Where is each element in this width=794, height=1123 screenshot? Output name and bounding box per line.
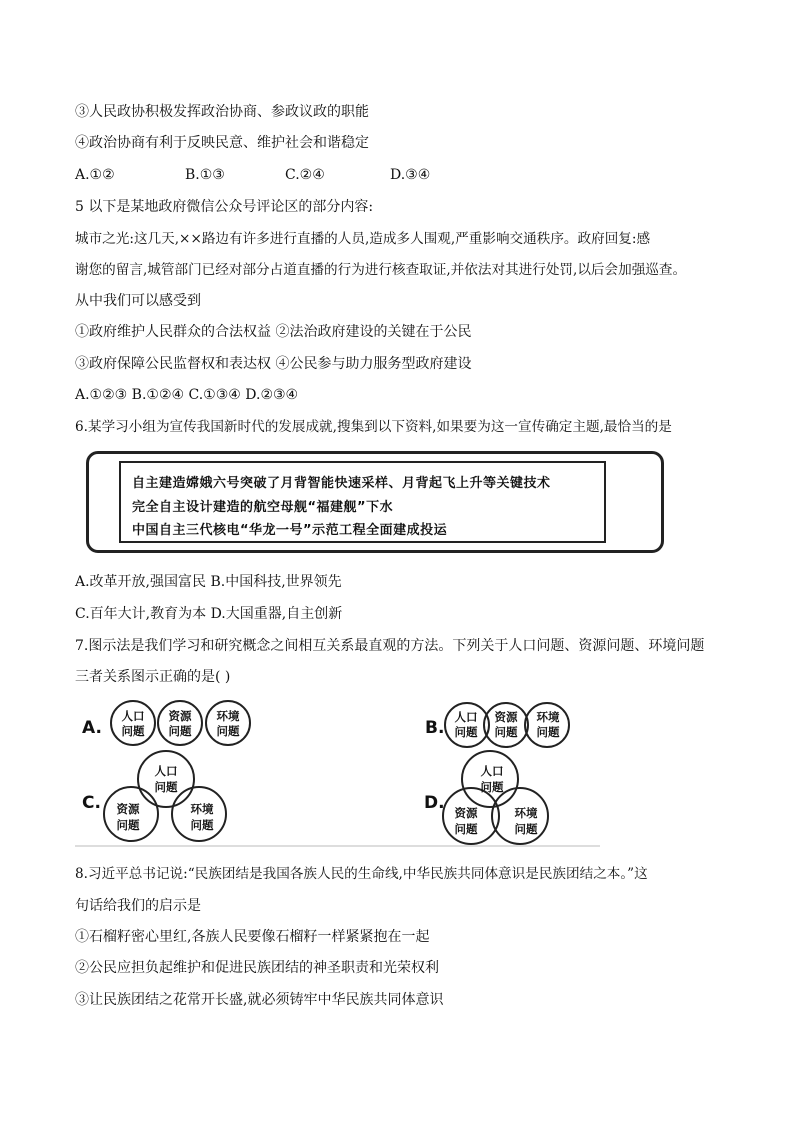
d-pop-text-2: 问题 bbox=[480, 780, 504, 794]
c-pop-text-2: 问题 bbox=[154, 780, 178, 794]
q7-stem-line-2: 三者关系图示正确的是( ) bbox=[75, 669, 231, 685]
statement-3: ③人民政协积极发挥政治协商、参政议政的职能 bbox=[75, 104, 369, 120]
q5-comment-line-3: 从中我们可以感受到 bbox=[75, 293, 201, 309]
a-population-circle bbox=[111, 701, 155, 745]
a-pop-text-2: 问题 bbox=[121, 724, 145, 738]
d-res-text-1: 资源 bbox=[454, 806, 478, 820]
option-b-label: B. bbox=[425, 718, 445, 738]
q8-statement-1: ①石榴籽密心里红,各族人民要像石榴籽一样紧紧抱在一起 bbox=[75, 929, 430, 945]
q7-venn-diagrams bbox=[70, 695, 610, 847]
a-resource-circle bbox=[158, 701, 202, 745]
q8-stem-line-2: 句话给我们的启示是 bbox=[75, 898, 201, 914]
b-res-text-2: 问题 bbox=[494, 725, 518, 739]
q5-stem: 5 以下是某地政府微信公众号评论区的部分内容: bbox=[75, 199, 374, 215]
a-environment-circle bbox=[206, 701, 250, 745]
statement-4: ④政治协商有利于反映民意、维护社会和谐稳定 bbox=[75, 135, 369, 151]
q6-stem: 6.某学习小组为宣传我国新时代的发展成就,搜集到以下资料,如果要为这一宣传确定主题,最恰当的是 bbox=[75, 419, 672, 435]
b-pop-text-2: 问题 bbox=[454, 725, 478, 739]
q4-option-b[interactable]: B.①③ bbox=[185, 167, 225, 183]
d-env-text-1: 环境 bbox=[514, 806, 538, 820]
d-env-text-2: 问题 bbox=[514, 822, 538, 836]
c-env-text-1: 环境 bbox=[190, 802, 214, 816]
q5-statements-3-4: ③政府保障公民监督权和表达权 ④公民参与助力服务型政府建设 bbox=[75, 356, 472, 372]
q5-statements-1-2: ①政府维护人民群众的合法权益 ②法治政府建设的关键在于公民 bbox=[75, 324, 472, 340]
a-res-text-1: 资源 bbox=[168, 709, 192, 723]
c-env-text-2: 问题 bbox=[190, 818, 214, 832]
c-res-text-1: 资源 bbox=[116, 802, 140, 816]
a-env-text-2: 问题 bbox=[216, 724, 240, 738]
q6-options-cd[interactable]: C.百年大计,教育为本 D.大国重器,自主创新 bbox=[75, 606, 343, 622]
d-pop-text-1: 人口 bbox=[480, 764, 504, 778]
b-env-text-2: 问题 bbox=[536, 725, 560, 739]
b-env-text-1: 环境 bbox=[536, 710, 560, 724]
option-d-label: D. bbox=[424, 793, 445, 813]
c-population-circle bbox=[138, 751, 194, 807]
q5-comment-line-1: 城市之光:这几天,××路边有许多进行直播的人员,造成多人围观,严重影响交通秩序。政府回复:感 bbox=[75, 231, 651, 247]
q6-material-line-3: 中国自主三代核电“华龙一号”示范工程全面建成投运 bbox=[132, 523, 448, 538]
q8-statement-3: ③让民族团结之花常开长盛,就必须铸牢中华民族共同体意识 bbox=[75, 992, 444, 1008]
c-res-text-2: 问题 bbox=[116, 818, 140, 832]
q7-stem-line-1: 7.图示法是我们学习和研究概念之间相互关系最直观的方法。下列关于人口问题、资源问题、环境问题 bbox=[75, 638, 705, 654]
q8-statement-2: ②公民应担负起维护和促进民族团结的神圣职责和光荣权利 bbox=[75, 960, 439, 976]
q4-option-a[interactable]: A.①② bbox=[75, 167, 115, 183]
b-res-text-1: 资源 bbox=[494, 710, 518, 724]
d-population-circle bbox=[462, 751, 518, 807]
option-c-label: C. bbox=[82, 793, 101, 813]
option-a-label: A. bbox=[82, 718, 102, 738]
q6-options-ab[interactable]: A.改革开放,强国富民 B.中国科技,世界领先 bbox=[75, 574, 342, 590]
c-pop-text-1: 人口 bbox=[154, 764, 178, 778]
q6-material-line-2: 完全自主设计建造的航空母舰“福建舰”下水 bbox=[132, 500, 394, 515]
q4-option-d[interactable]: D.③④ bbox=[390, 167, 431, 183]
q5-comment-line-2: 谢您的留言,城管部门已经对部分占道直播的行为进行核查取证,并依法对其进行处罚,以后会加强巡查。 bbox=[75, 262, 687, 278]
q4-option-c[interactable]: C.②④ bbox=[285, 167, 325, 183]
q5-options[interactable]: A.①②③ B.①②④ C.①③④ D.②③④ bbox=[75, 387, 299, 403]
a-res-text-2: 问题 bbox=[168, 724, 192, 738]
q8-stem-line-1: 8.习近平总书记说:“民族团结是我国各族人民的生命线,中华民族共同体意识是民族团结之本。”这 bbox=[75, 866, 648, 882]
q4-options bbox=[75, 165, 430, 185]
a-pop-text-1: 人口 bbox=[121, 709, 145, 723]
d-res-text-2: 问题 bbox=[454, 822, 478, 836]
q6-material-line-1: 自主建造嫦娥六号突破了月背智能快速采样、月背起飞上升等关键技术 bbox=[132, 476, 551, 491]
a-env-text-1: 环境 bbox=[216, 709, 240, 723]
b-pop-text-1: 人口 bbox=[454, 710, 478, 724]
